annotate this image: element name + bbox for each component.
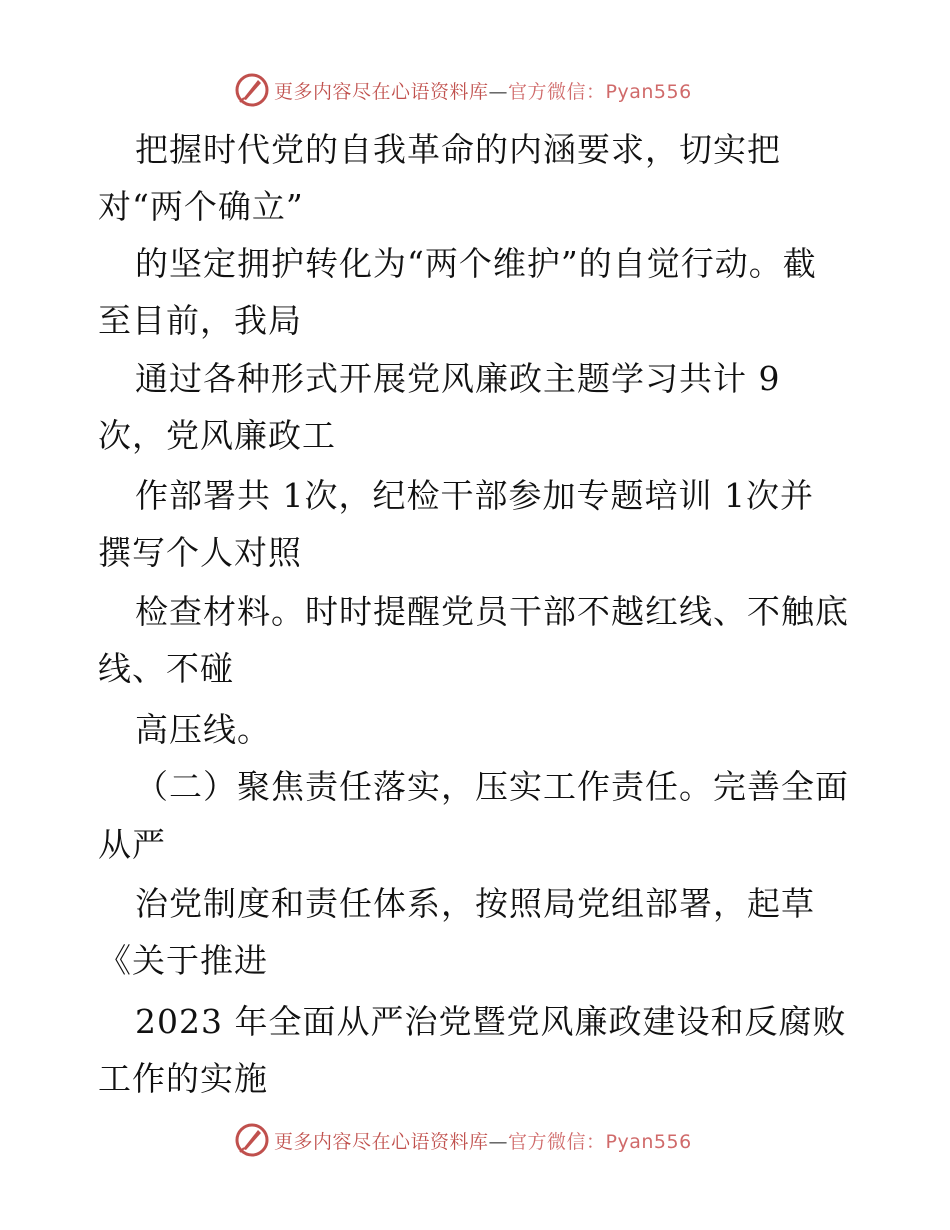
text-line: 工作的实施 (98, 1059, 268, 1098)
text-line: 的坚定拥护转化为“两个维护”的自觉行动。截 (135, 244, 817, 283)
text-line: 治党制度和责任体系，按照局党组部署，起草 (135, 884, 815, 923)
text-line: 线、不碰 (98, 649, 234, 688)
banner-text (274, 1127, 692, 1154)
text-line: 检查材料。时时提醒党员干部不越红线、不触底 (135, 592, 849, 631)
banner-prefix: 更多内容尽在心语资料库 (274, 1130, 489, 1153)
text-line: 作部署共 1次，纪检干部参加专题培训 1次并 (135, 476, 814, 515)
text-line: 对“两个确立” (98, 187, 304, 226)
text-line: 至目前，我局 (98, 301, 302, 340)
section-heading-line: （二）聚焦责任落实，压实工作责任。完善全面 (135, 767, 849, 806)
banner-account: Pyan556 (605, 80, 692, 103)
header-banner (0, 68, 950, 112)
quill-pen-circle-icon (234, 1122, 270, 1158)
banner-account: Pyan556 (605, 1130, 692, 1153)
text-line: 把握时代党的自我革命的内涵要求，切实把 (135, 130, 781, 169)
banner-suffix: 官方微信： (508, 1130, 606, 1153)
banner-prefix: 更多内容尽在心语资料库 (274, 80, 489, 103)
banner-separator: — (488, 1130, 509, 1153)
text-line: 《关于推进 (98, 941, 268, 980)
banner-text (274, 77, 692, 104)
footer-banner (0, 1118, 950, 1162)
text-line: 次，党风廉政工 (98, 416, 336, 455)
text-line: 高压线。 (135, 710, 271, 749)
banner-separator: — (488, 80, 509, 103)
quill-pen-circle-icon (234, 72, 270, 108)
banner-suffix: 官方微信： (508, 80, 606, 103)
text-line: 撰写个人对照 (98, 533, 302, 572)
text-line: 从严 (98, 825, 166, 864)
text-line: 通过各种形式开展党风廉政主题学习共计 9 (135, 359, 781, 398)
text-line: 2023 年全面从严治党暨党风廉政建设和反腐败 (135, 1002, 847, 1041)
